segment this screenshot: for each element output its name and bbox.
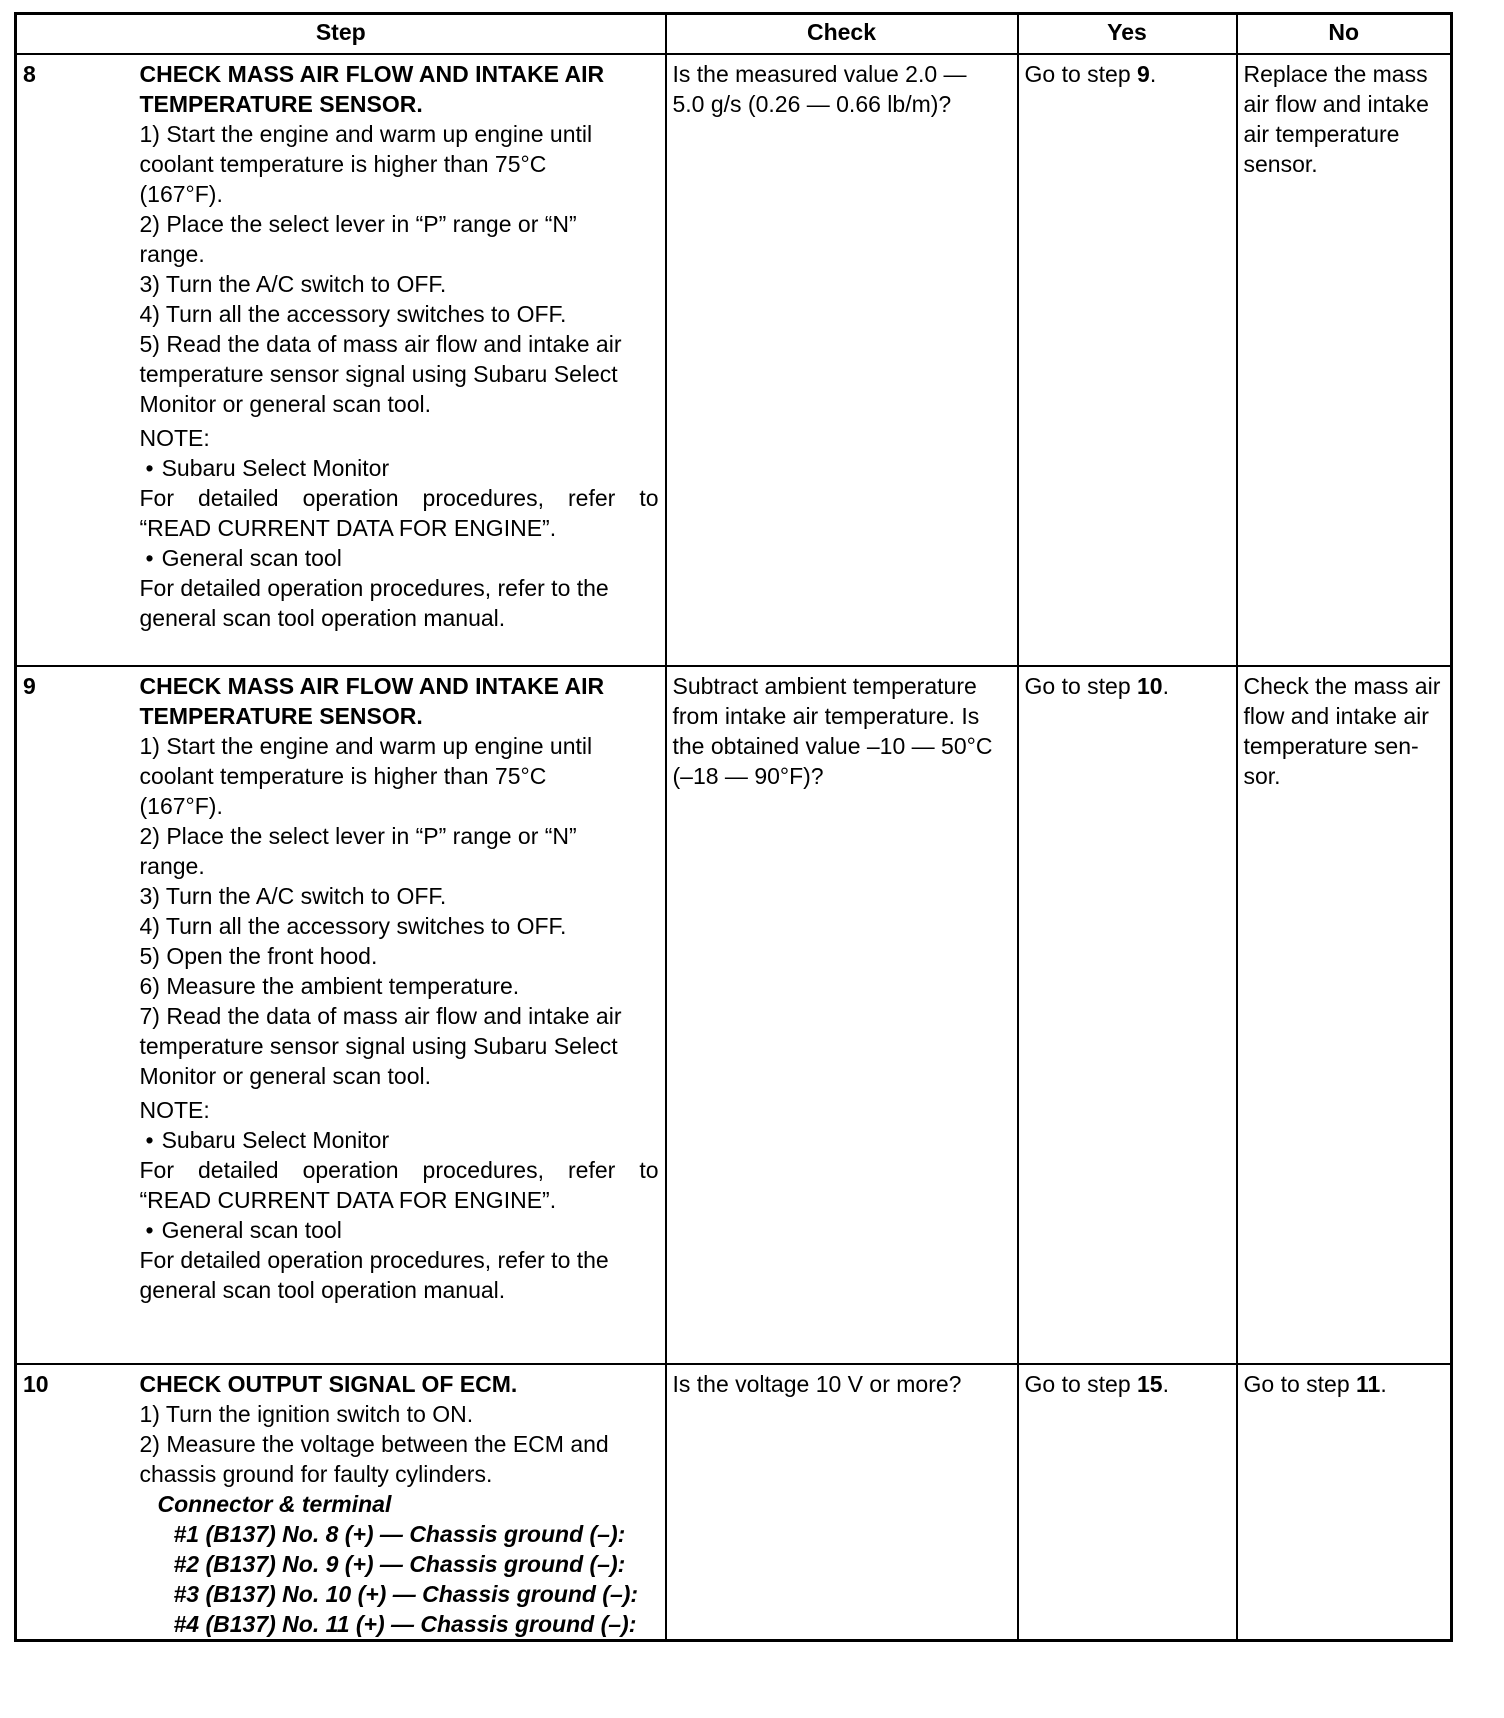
no-text: air flow and intake — [1243, 91, 1429, 117]
check-text: (–18 — 90°F)? — [672, 763, 824, 789]
no-text: Replace the mass — [1243, 61, 1428, 87]
header-row — [16, 14, 1452, 55]
no-column-header: No — [1237, 14, 1452, 55]
step-number: 10 — [16, 1364, 140, 1641]
yes-text: Go to step — [1024, 61, 1138, 87]
check-text: the obtained value –10 — 50°C — [672, 733, 993, 759]
no-text: temperature sen- — [1243, 733, 1419, 759]
note-text: “READ CURRENT DATA FOR ENGINE”. — [139, 515, 557, 541]
no-text: sor. — [1243, 763, 1281, 789]
yes-text: Go to step — [1024, 1371, 1138, 1397]
no-cell — [1237, 54, 1452, 666]
step-number: 9 — [16, 666, 140, 1364]
note-text: “READ CURRENT DATA FOR ENGINE”. — [139, 1187, 557, 1213]
yes-step-ref: 10 — [1137, 673, 1163, 699]
procedure-line: 2) Measure the voltage between the ECM and — [139, 1431, 609, 1457]
procedure-line: 1) Start the engine and warm up engine until — [139, 733, 593, 759]
procedure-line: coolant temperature is higher than 75°C — [139, 151, 547, 177]
procedure-line: 5) Open the front hood. — [139, 943, 378, 969]
procedure-line: 2) Place the select lever in “P” range or “N” — [139, 211, 577, 237]
no-text: Go to step — [1243, 1371, 1357, 1397]
procedure-line: coolant temperature is higher than 75°C — [139, 763, 547, 789]
procedure-line: Monitor or general scan tool. — [139, 1063, 431, 1089]
procedure-line: temperature sensor signal using Subaru Select — [139, 361, 618, 387]
note-text: For detailed operation procedures, refer to — [139, 485, 659, 511]
step-title: CHECK MASS AIR FLOW AND INTAKE AIR — [139, 61, 605, 87]
step-procedure — [140, 1364, 666, 1641]
note-text: general scan tool operation manual. — [139, 1277, 506, 1303]
step-number: 8 — [16, 54, 140, 666]
procedure-line: range. — [139, 853, 205, 879]
procedure-line: (167°F). — [139, 181, 223, 207]
procedure-line: 5) Read the data of mass air flow and intake air — [139, 331, 622, 357]
note-text: For detailed operation procedures, refer to the — [139, 575, 609, 601]
procedure-line: 3) Turn the A/C switch to OFF. — [139, 271, 447, 297]
procedure-line: 1) Start the engine and warm up engine until — [139, 121, 593, 147]
step-column-header: Step — [16, 14, 666, 55]
procedure-line: 4) Turn all the accessory switches to OFF. — [139, 913, 567, 939]
note-text: For detailed operation procedures, refer to the — [139, 1247, 609, 1273]
no-text: air temperature — [1243, 121, 1400, 147]
step-procedure — [140, 666, 666, 1364]
step-title: CHECK MASS AIR FLOW AND INTAKE AIR — [139, 673, 605, 699]
check-text: Subtract ambient temperature — [672, 673, 977, 699]
procedure-line: 6) Measure the ambient temperature. — [139, 973, 520, 999]
yes-cell — [1018, 666, 1237, 1364]
step-title: CHECK OUTPUT SIGNAL OF ECM. — [139, 1371, 518, 1397]
note-bullet: • General scan tool — [140, 543, 659, 573]
no-text: sensor. — [1243, 151, 1318, 177]
procedure-line: 3) Turn the A/C switch to OFF. — [139, 883, 447, 909]
yes-suffix: . — [1162, 673, 1169, 699]
procedure-line: 2) Place the select lever in “P” range or “N” — [139, 823, 577, 849]
note-label: NOTE: — [139, 425, 210, 451]
no-text: Check the mass air — [1243, 673, 1441, 699]
check-column-header: Check — [666, 14, 1018, 55]
procedure-line: 1) Turn the ignition switch to ON. — [139, 1401, 474, 1427]
procedure-line: Monitor or general scan tool. — [139, 391, 431, 417]
check-text: from intake air temperature. Is — [672, 703, 980, 729]
check-text: Is the measured value 2.0 — — [672, 61, 967, 87]
step-procedure — [140, 54, 666, 666]
connector-label: Connector & terminal — [157, 1491, 392, 1517]
yes-suffix: . — [1162, 1371, 1169, 1397]
yes-step-ref: 9 — [1137, 61, 1150, 87]
note-label: NOTE: — [139, 1097, 210, 1123]
check-cell — [666, 666, 1018, 1364]
table-row-step-8 — [16, 54, 1452, 666]
no-text: flow and intake air — [1243, 703, 1429, 729]
yes-column-header: Yes — [1018, 14, 1237, 55]
check-text: Is the voltage 10 V or more? — [672, 1371, 962, 1397]
note-bullet: • General scan tool — [140, 1215, 659, 1245]
yes-cell — [1018, 54, 1237, 666]
check-cell — [666, 1364, 1018, 1641]
table-row-step-9 — [16, 666, 1452, 1364]
note-bullet: • Subaru Select Monitor — [140, 1125, 659, 1155]
note-bullet: • Subaru Select Monitor — [140, 453, 659, 483]
procedure-line: range. — [139, 241, 205, 267]
procedure-line: chassis ground for faulty cylinders. — [139, 1461, 493, 1487]
terminal-spec: #2 (B137) No. 9 (+) — Chassis ground (–): — [173, 1551, 626, 1577]
procedure-line: (167°F). — [139, 793, 223, 819]
procedure-line: temperature sensor signal using Subaru Select — [139, 1033, 618, 1059]
procedure-line: 7) Read the data of mass air flow and intake air — [139, 1003, 622, 1029]
terminal-spec: #3 (B137) No. 10 (+) — Chassis ground (–): — [173, 1581, 639, 1607]
check-cell — [666, 54, 1018, 666]
table-row-step-10 — [16, 1364, 1452, 1641]
terminal-spec: #1 (B137) No. 8 (+) — Chassis ground (–): — [173, 1521, 626, 1547]
no-cell — [1237, 666, 1452, 1364]
note-text: For detailed operation procedures, refer to — [139, 1157, 659, 1183]
yes-step-ref: 15 — [1137, 1371, 1163, 1397]
no-cell — [1237, 1364, 1452, 1641]
step-title: TEMPERATURE SENSOR. — [139, 703, 423, 729]
diagnostic-table — [14, 12, 1453, 1642]
yes-cell — [1018, 1364, 1237, 1641]
terminal-spec: #4 (B137) No. 11 (+) — Chassis ground (–): — [173, 1611, 637, 1637]
no-step-ref: 11 — [1356, 1371, 1381, 1397]
no-suffix: . — [1380, 1371, 1387, 1397]
yes-suffix: . — [1149, 61, 1157, 87]
step-title: TEMPERATURE SENSOR. — [139, 91, 423, 117]
note-text: general scan tool operation manual. — [139, 605, 506, 631]
yes-text: Go to step — [1024, 673, 1138, 699]
procedure-line: 4) Turn all the accessory switches to OFF. — [139, 301, 567, 327]
check-text: 5.0 g/s (0.26 — 0.66 lb/m)? — [672, 91, 952, 117]
